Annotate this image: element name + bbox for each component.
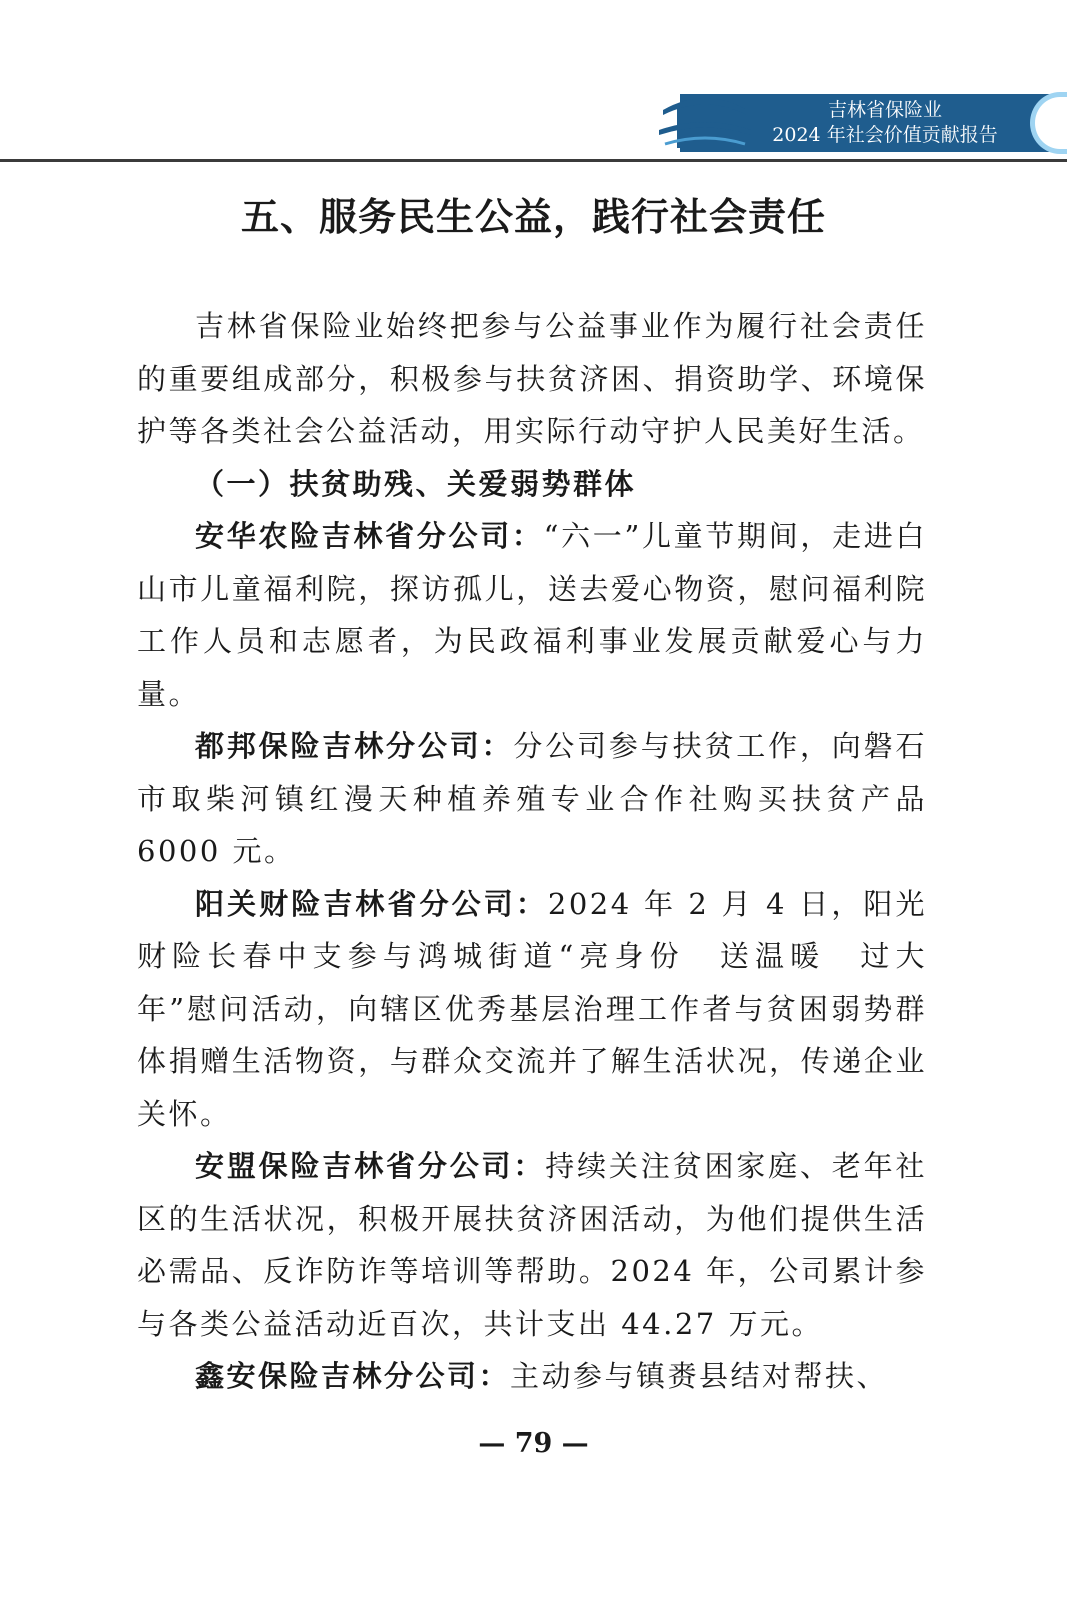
entry-text: 主动参与镇赉县结对帮扶、 (510, 1359, 889, 1393)
entry-org: 都邦保险吉林分公司： (195, 729, 514, 763)
entry-org: 鑫安保险吉林分公司： (195, 1359, 511, 1393)
intro-paragraph: 吉林省保险业始终把参与公益事业作为履行社会责任的重要组成部分，积极参与扶贫济困、捐资助学、环境保护等各类社会公益活动，用实际行动守护人民美好生活。 (137, 309, 927, 448)
entry-text: 2024 年 2 月 4 日，阳光财险长春中支参与鸿城街道“亮身份 送温暖 过大年”慰问活动，向辖区优秀基层治理工作者与贫困弱势群体捐赠生活物资，与群众交流并了解生活状况，传递企业关怀。 (137, 886, 927, 1131)
header-line-1: 吉林省保险业 (827, 99, 942, 121)
entry-paragraph (137, 720, 927, 878)
section-title: 五、服务民生公益，践行社会责任 (240, 194, 826, 239)
entry-text: “六一”儿童节期间，走进白山市儿童福利院，探访孤儿，送去爱心物资，慰问福利院工作人员和志愿者，为民政福利事业发展贡献爱心与力量。 (137, 519, 927, 711)
page-number: — 79 — (478, 1428, 589, 1459)
entry-text: 分公司参与扶贫工作，向磐石市取柴河镇红漫天种植养殖专业合作社购买扶贫产品6000 元。 (137, 729, 927, 868)
entry-org: 安盟保险吉林省分公司： (195, 1149, 546, 1183)
entry-text: 持续关注贫困家庭、老年社区的生活状况，积极开展扶贫济困活动，为他们提供生活必需品、反诈防诈等培训等帮助。2024 年，公司累计参与各类公益活动近百次，共计支出 44.27 万元。 (137, 1149, 927, 1341)
subsection-heading: （一）扶贫助残、关爱弱势群体 (195, 466, 637, 501)
entry-paragraph (137, 878, 927, 1141)
entry-paragraph (137, 1140, 927, 1350)
header-divider (0, 159, 1067, 162)
header-line-2: 2024 年社会价值贡献报告 (772, 124, 998, 146)
entry-org: 安华农险吉林省分公司： (195, 519, 544, 553)
entry-paragraph (137, 1350, 927, 1403)
entry-paragraph (137, 510, 927, 720)
body-text (137, 300, 927, 1403)
report-header (740, 98, 1030, 148)
entry-org: 阳关财险吉林省分公司： (195, 886, 548, 921)
